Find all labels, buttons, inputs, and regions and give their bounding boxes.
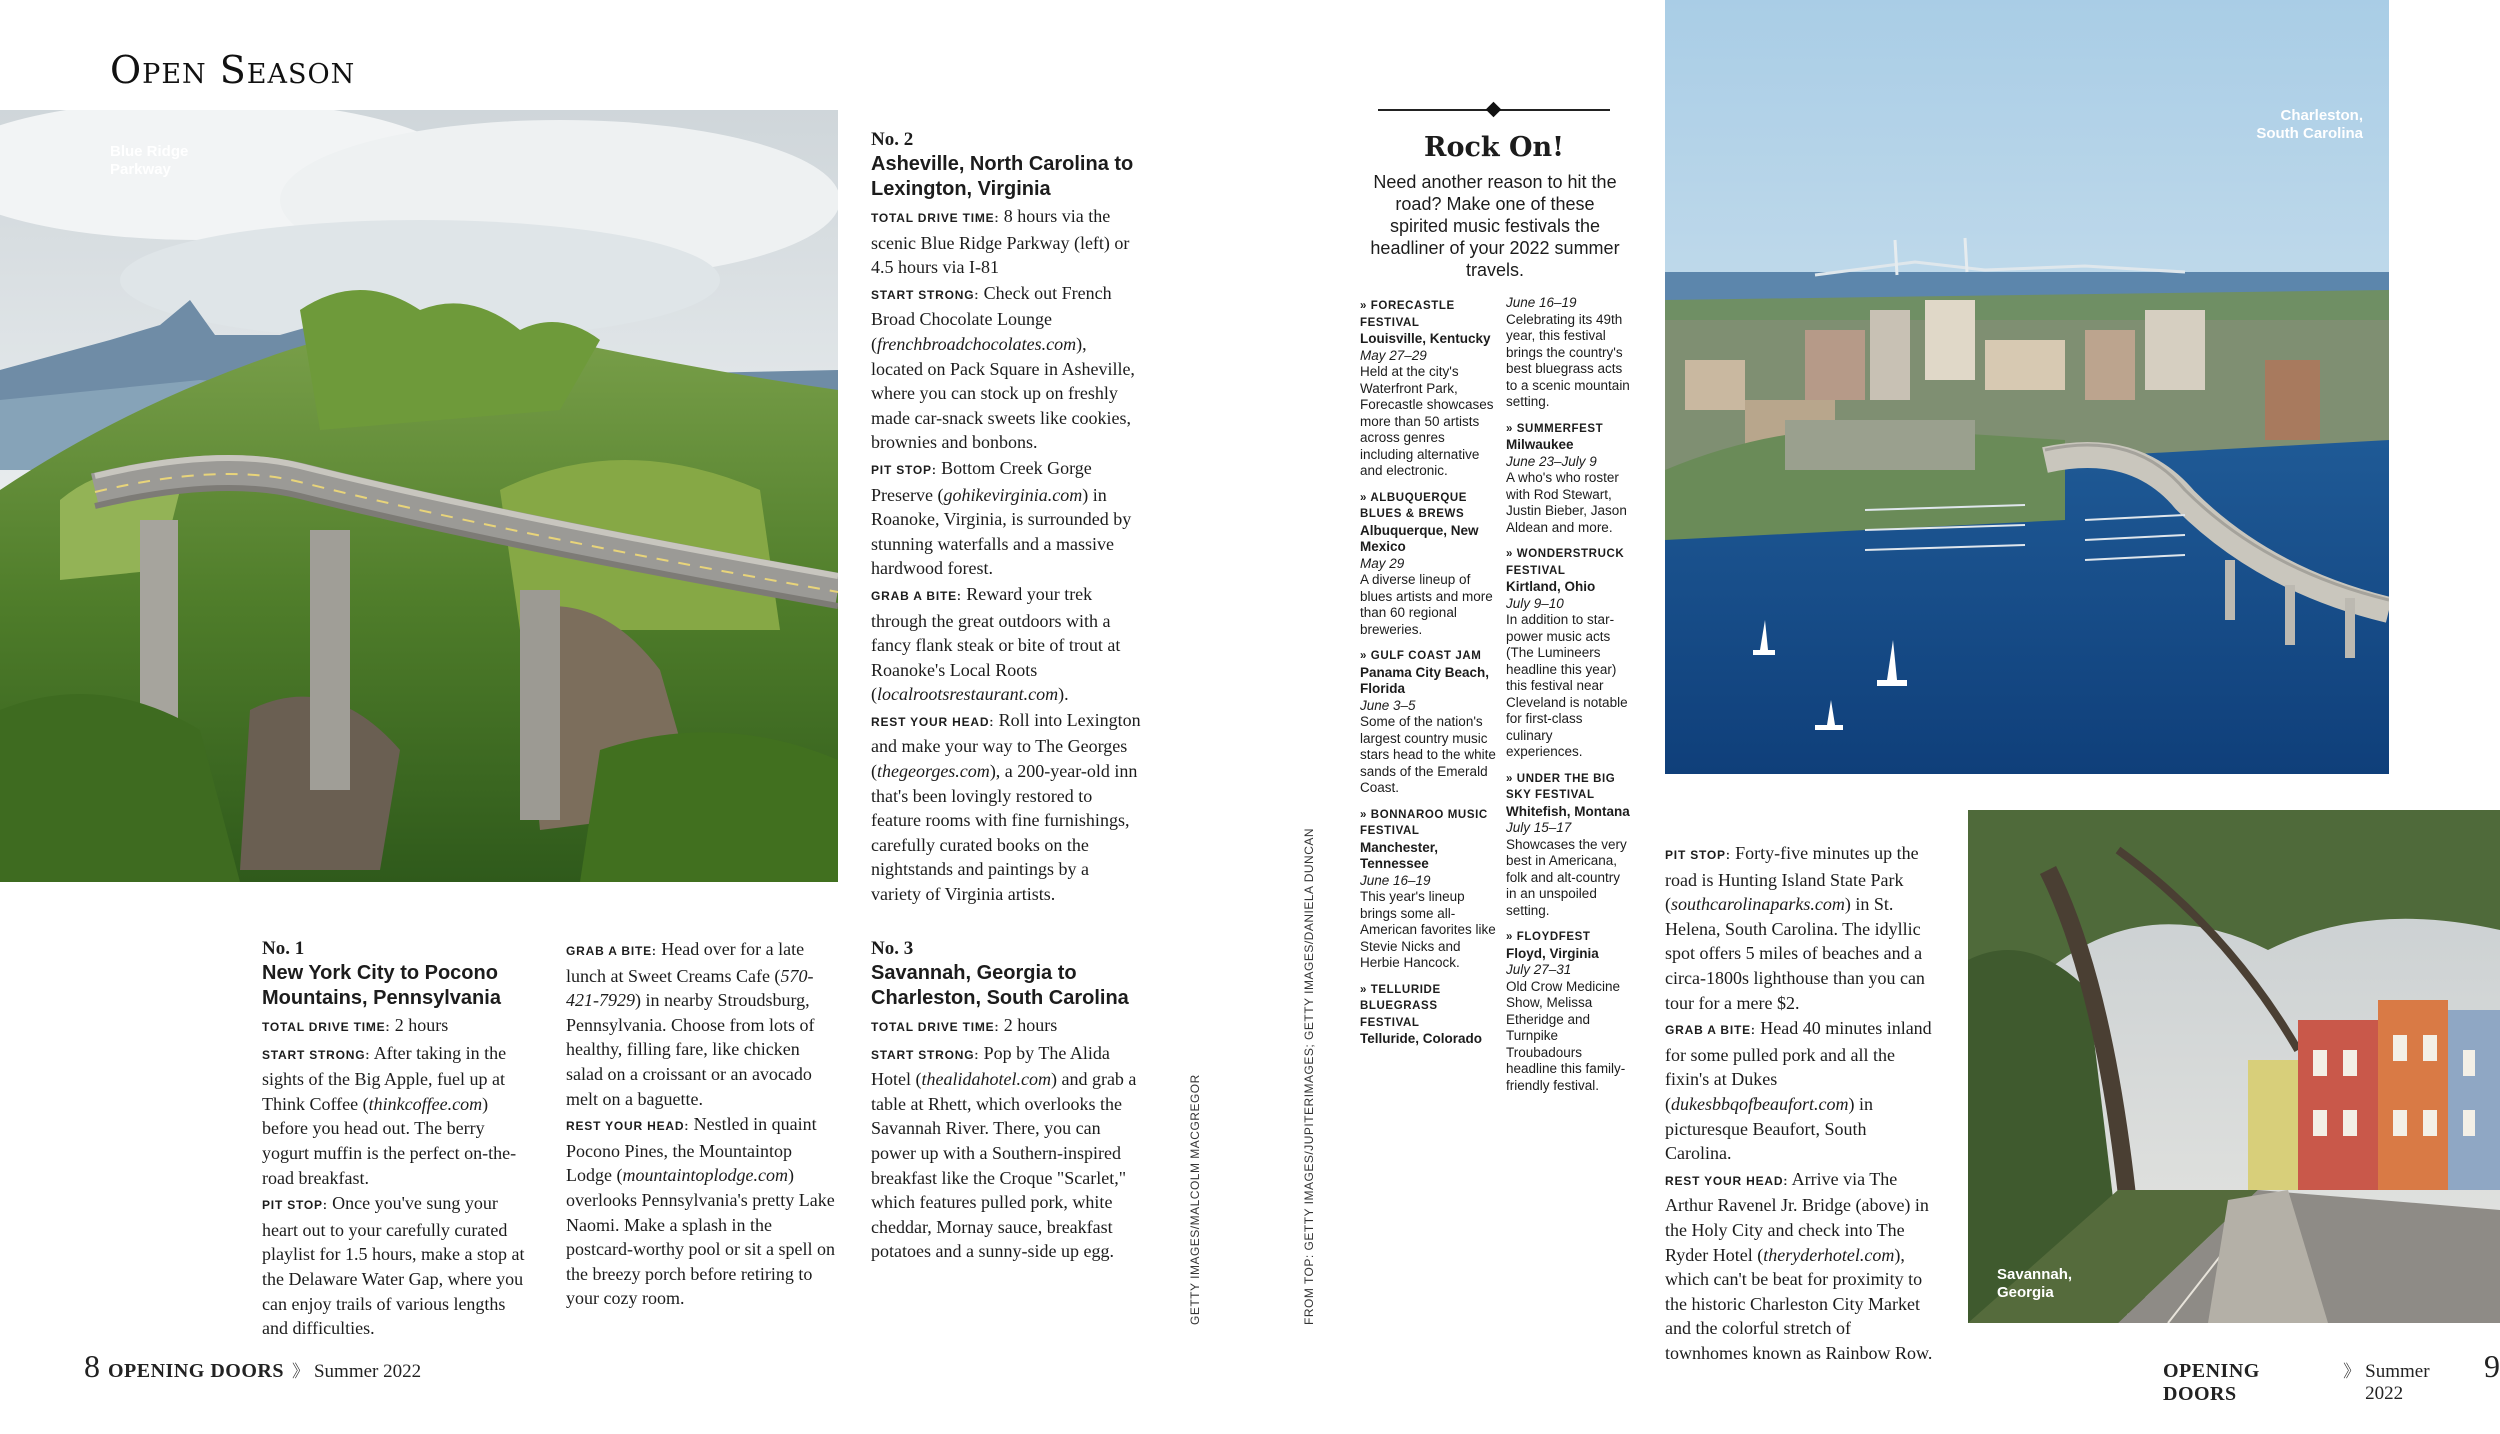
festival-description: In addition to star-power music acts (The Lumineers headline this year) this festival near Cleveland is notable for first-class culinary experiences. <box>1506 612 1628 759</box>
festival-item <box>1506 421 1630 537</box>
sidebar-title: Rock On! <box>1424 132 1564 163</box>
trip3-rest: REST YOUR HEAD: Arrive via The Arthur Ravenel Jr. Bridge (above) in the Holy City and check into The Ryder Hotel (theryderhotel.com), which can't be beat for proximity to the historic Charleston City Market and the colorful stretch of townhomes known as Rainbow Row. <box>1665 1168 1933 1363</box>
festival-item <box>1506 929 1630 1094</box>
festival-column-b <box>1506 295 1630 1104</box>
festival-item <box>1360 490 1498 639</box>
festival-description: A who's who roster with Rod Stewart, Justin Bieber, Jason Aldean and more. <box>1506 470 1627 535</box>
trip3-number: No. 3 <box>871 938 914 959</box>
festival-item <box>1360 982 1498 1048</box>
festival-dates: June 23–July 9 <box>1506 453 1597 469</box>
festival-description: Showcases the very best in Americana, folk and alt-country in an unspoiled setting. <box>1506 836 1627 918</box>
footer-right <box>2163 1348 2500 1406</box>
trip1-drive: TOTAL DRIVE TIME: 2 hours <box>262 1015 449 1035</box>
sidebar-intro: Need another reason to hit the road? Make one of these spirited music festivals the headliner of your 2022 summer travels. <box>1370 172 1620 280</box>
festival-dates: May 27–29 <box>1360 347 1427 363</box>
festival-description: Old Crow Medicine Show, Melissa Etheridge and Turnpike Troubadours headline this family-friendly festival. <box>1506 978 1626 1093</box>
trip1-rest: REST YOUR HEAD: Nestled in quaint Pocono Pines, the Mountaintop Lodge (mountaintoplodge.com) overlooks Pennsylvania's pretty Lake Naomi. Make a splash in the postcard-worthy pool or sit a spell on the breezy porch before retiring to your cozy room. <box>566 1114 835 1309</box>
festival-location: Whitefish, Montana <box>1506 803 1630 819</box>
trip2-rest: REST YOUR HEAD: Roll into Lexington and make your way to The Georges (thegeorges.com), a 200-year-old inn that's been lovingly restored to feature rooms with fine furnishings, carefully curated books on the nightstands and paintings by a variety of Virginia artists. <box>871 709 1141 905</box>
festival-item <box>1506 771 1630 920</box>
festival-location: Telluride, Colorado <box>1360 1031 1483 1046</box>
blue-ridge-caption: Blue Ridge Parkway <box>110 143 189 178</box>
trip3-column-a <box>871 937 1143 1265</box>
festival-name: » ALBUQUERQUE BLUES & BREWS <box>1360 491 1468 520</box>
festival-dates: July 27–31 <box>1506 962 1572 977</box>
photo-credit-left: GETTY IMAGES/MALCOLM MACGREGOR <box>1188 1074 1202 1325</box>
issue-right: Summer 2022 <box>2365 1361 2430 1404</box>
photo-credit-right: FROM TOP: GETTY IMAGES/JUPITERIMAGES; GETTY IMAGES/DANIELA DUNCAN <box>1302 827 1316 1325</box>
festival-description: This year's lineup brings some all-American favorites like Stevie Nicks and Herbie Hancock. <box>1360 889 1496 970</box>
festival-item <box>1506 546 1630 761</box>
footer-separator-left: 》 <box>291 1362 306 1381</box>
magazine-name-left: OPENING DOORS <box>108 1360 284 1382</box>
trip1-start: START STRONG: After taking in the sights of the Big Apple, fuel up at Think Coffee (thinkcoffee.com) before you head out. The berry yogurt muffin is the perfect on-the-road breakfast. <box>262 1042 517 1188</box>
festival-location: Floyd, Virginia <box>1506 945 1599 961</box>
festival-location: Kirtland, Ohio <box>1506 579 1596 594</box>
page-number-left: 8 <box>84 1348 100 1384</box>
trip1-pit: PIT STOP: Once you've sung your heart out to your carefully curated playlist for 1.5 hours, make a stop at the Delaware Water Gap, where you can enjoy trails of various lengths and difficulties. <box>262 1193 525 1339</box>
blue-ridge-photo <box>0 110 838 882</box>
trip1-title: New York City to Pocono Mountains, Pennsylvania <box>262 962 501 1009</box>
trip1-column-a <box>262 937 532 1342</box>
trip3-column-b <box>1665 841 1935 1366</box>
festival-description: Some of the nation's largest country music stars head to the white sands of the Emerald Coast. <box>1360 714 1496 795</box>
festival-location: Manchester, Tennessee <box>1360 839 1439 871</box>
festival-dates: May 29 <box>1360 555 1405 571</box>
festival-name: » UNDER THE BIG SKY FESTIVAL <box>1506 772 1616 801</box>
trip1-number: No. 1 <box>262 938 305 959</box>
footer-left <box>84 1348 421 1385</box>
festival-name: » GULF COAST JAM <box>1360 650 1482 662</box>
festival-item <box>1360 298 1498 480</box>
trip2-drive: TOTAL DRIVE TIME: 8 hours via the scenic Blue Ridge Parkway (left) or 4.5 hours via I-81 <box>871 206 1130 278</box>
festival-description: A diverse lineup of blues artists and more than 60 regional breweries. <box>1360 572 1493 637</box>
festival-name: » FLOYDFEST <box>1506 931 1591 943</box>
sidebar-top-rule <box>1378 109 1610 111</box>
festival-location: Albuquerque, New Mexico <box>1360 522 1479 554</box>
trip2-title: Asheville, North Carolina to Lexington, Virginia <box>871 153 1134 200</box>
festival-dates: June 16–19 <box>1360 872 1431 888</box>
festival-description: Held at the city's Waterfront Park, Forecastle showcases more than 50 artists across genres including alternative and electronic. <box>1360 364 1494 478</box>
trip3-title: Savannah, Georgia to Charleston, South Carolina <box>871 962 1129 1009</box>
trip3-drive: TOTAL DRIVE TIME: 2 hours <box>871 1015 1058 1035</box>
festival-dates: July 15–17 <box>1506 820 1572 835</box>
section-title: Open Season <box>110 48 356 92</box>
festival-item-continued <box>1506 295 1630 411</box>
festival-item <box>1360 807 1498 972</box>
festival-dates: July 9–10 <box>1506 595 1564 611</box>
trip2-start: START STRONG: Check out French Broad Chocolate Lounge (frenchbroadchocolates.com), located on Pack Square in Asheville, where you can stock up on freshly made car-snack sweets like cookies, brownies and bonbons. <box>871 282 1135 453</box>
festival-column-a <box>1360 298 1498 1058</box>
savannah-caption: Savannah, Georgia <box>1997 1266 2073 1301</box>
festival-name: » SUMMERFEST <box>1506 422 1604 435</box>
festival-location: Louisville, Kentucky <box>1360 331 1491 346</box>
festival-name: » BONNAROO MUSIC FESTIVAL <box>1360 808 1488 837</box>
sidebar-rule-diamond-icon <box>1486 102 1502 118</box>
page-number-right: 9 <box>2484 1348 2500 1384</box>
festival-name: » TELLURIDE BLUEGRASS FESTIVAL <box>1360 983 1441 1029</box>
charleston-caption: Charleston, South Carolina <box>2256 107 2363 142</box>
magazine-name-right: OPENING DOORS <box>2163 1360 2260 1405</box>
trip1-column-b <box>566 937 836 1312</box>
issue-left: Summer 2022 <box>313 1361 422 1382</box>
trip2-bite: GRAB A BITE: Reward your trek through the great outdoors with a fancy flank steak or bite of trout at Roanoke's Local Roots (localrootsrestaurant.com). <box>871 583 1121 705</box>
trip1-bite: GRAB A BITE: Head over for a late lunch at Sweet Creams Cafe (570-421-7929) in nearby Stroudsburg, Pennsylvania. Choose from lots of healthy, filling fare, like chicken salad on a croissant or an avocado melt on a baguette. <box>566 939 815 1109</box>
festival-name: » WONDERSTRUCK FESTIVAL <box>1506 548 1625 577</box>
festival-dates: June 16–19 <box>1506 295 1577 310</box>
trip2-pit: PIT STOP: Bottom Creek Gorge Preserve (gohikevirginia.com) in Roanoke, Virginia, is surrounded by stunning waterfalls and a massive hardwood forest. <box>871 457 1132 579</box>
trip3-pit: PIT STOP: Forty-five minutes up the road is Hunting Island State Park (southcarolinaparks.com) in St. Helena, South Carolina. The idyllic spot offers 5 miles of beaches and a circa-1800s lighthouse than you can tour for a mere $2. <box>1665 843 1925 1013</box>
footer-separator-right: 》 <box>2343 1362 2358 1381</box>
trip3-bite: GRAB A BITE: Head 40 minutes inland for some pulled pork and all the fixin's at Dukes (dukesbbqofbeaufort.com) in picturesque Beaufort, South Carolina. <box>1665 1018 1932 1164</box>
festival-description: Celebrating its 49th year, this festival brings the country's best bluegrass acts to a scenic mountain setting. <box>1506 311 1630 409</box>
trip2-column <box>871 128 1143 908</box>
trip2-number: No. 2 <box>871 129 914 150</box>
festival-location: Milwaukee <box>1506 437 1574 452</box>
festival-location: Panama City Beach, Florida <box>1360 664 1490 696</box>
festival-item <box>1360 648 1498 797</box>
festival-name: » FORECASTLE FESTIVAL <box>1360 300 1455 329</box>
festival-dates: June 3–5 <box>1360 697 1416 713</box>
savannah-photo <box>1968 810 2500 1323</box>
trip3-start: START STRONG: Pop by The Alida Hotel (thealidahotel.com) and grab a table at Rhett, which overlooks the Savannah River. There, you can power up with a Southern-inspired breakfast like the Croque "Scarlet," which features pulled pork, white cheddar, Mornay sauce, breakfast potatoes and a sunny-side up egg. <box>871 1042 1137 1262</box>
